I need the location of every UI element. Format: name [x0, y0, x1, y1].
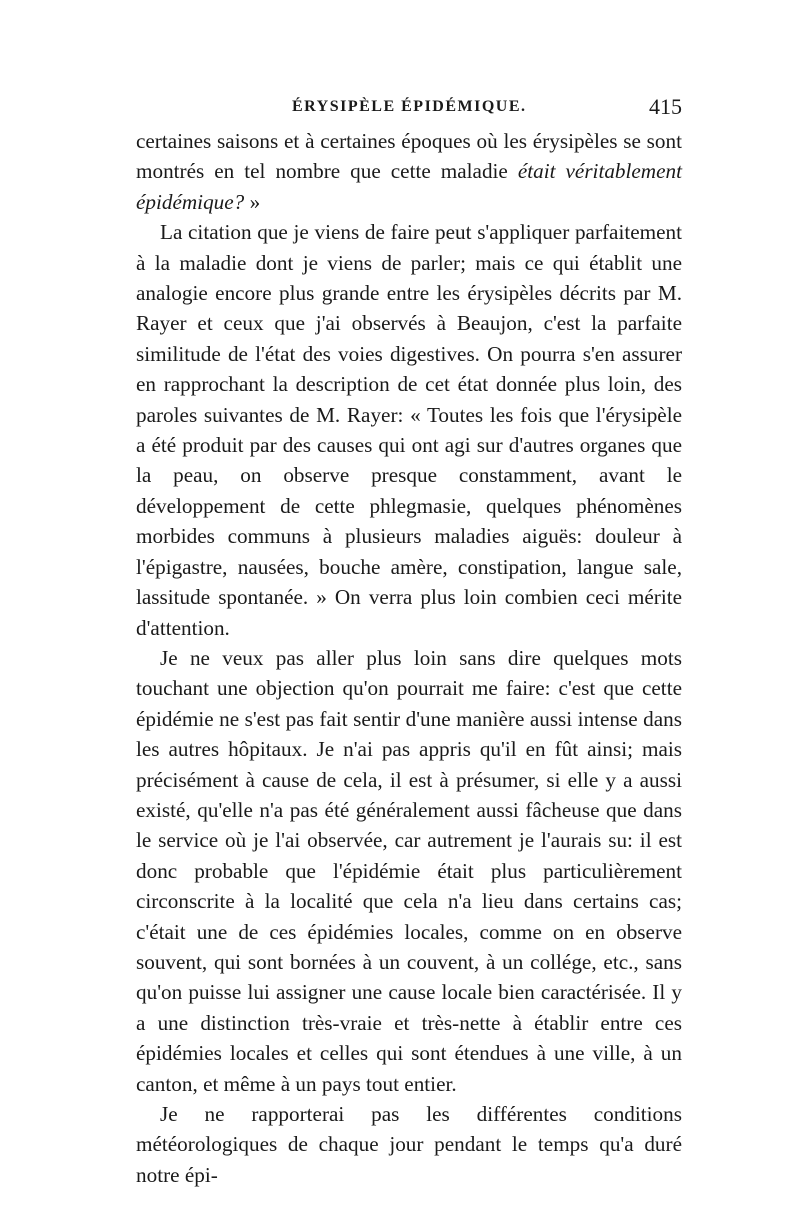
page-number: 415	[649, 94, 682, 119]
running-title: ÉRYSIPÈLE ÉPIDÉMIQUE.	[292, 98, 527, 115]
paragraph-2: La citation que je viens de faire peut s'appliquer parfaitement à la maladie dont je viens de parler; mais ce qui établit une analogie encore plus grande entre les érysipèles décrits par M. Rayer et ceux que j'ai observés à Beaujon, c'est la parfaite similitude de l'état des voies digestives. On pourra s'en assurer en rapprochant la description de cet état donnée plus loin, des paroles suivantes de M. Rayer: « Toutes les fois que l'érysipèle a été produit par des causes qui ont agi sur d'autres organes que la peau, on observe presque constamment, avant le développement de cette phlegmasie, quelques phénomènes morbides communs à plusieurs maladies aiguës: douleur à l'épigastre, nausées, bouche amère, constipation, langue sale, lassitude spontanée. » On verra plus loin combien ceci mérite d'attention.	[136, 220, 682, 640]
paragraph-1-closing-quote: »	[244, 189, 261, 214]
paragraph-4: Je ne rapporterai pas les différentes conditions météorologiques de chaque jour pendant le temps qu'a duré notre épi-	[136, 1102, 682, 1187]
paragraph-1-italic: était véritablement épidémique?	[136, 159, 682, 214]
body-text	[136, 126, 682, 1190]
paragraph-3: Je ne veux pas aller plus loin sans dire quelques mots touchant une objection qu'on pourrait me faire: c'est que cette épidémie ne s'est pas fait sentir d'une manière aussi intense dans les autres hôpitaux. Je n'ai pas appris qu'il en fût ainsi; mais précisément à cause de cela, il est à présumer, si elle y a aussi existé, qu'elle n'a pas été généralement aussi fâcheuse que dans le service où je l'ai observée, car autrement je l'aurais su: il est donc probable que l'épidémie était plus particulièrement circonscrite à la localité que cela n'a lieu dans certains cas; c'était une de ces épidémies locales, comme on en observe souvent, qui sont bornées à un couvent, à un collége, etc., sans qu'on puisse lui assigner une cause locale bien caractérisée. Il y a une distinction très-vraie et très-nette à établir entre ces épidémies locales et celles qui sont étendues à une ville, à un canton, et même à un pays tout entier.	[136, 645, 682, 1096]
running-head	[136, 96, 682, 124]
paragraph-1	[136, 126, 682, 217]
paragraph-1-text: certaines saisons et à certaines époques où les érysipèles se sont montrés en tel nombre que cette maladie	[136, 129, 682, 184]
